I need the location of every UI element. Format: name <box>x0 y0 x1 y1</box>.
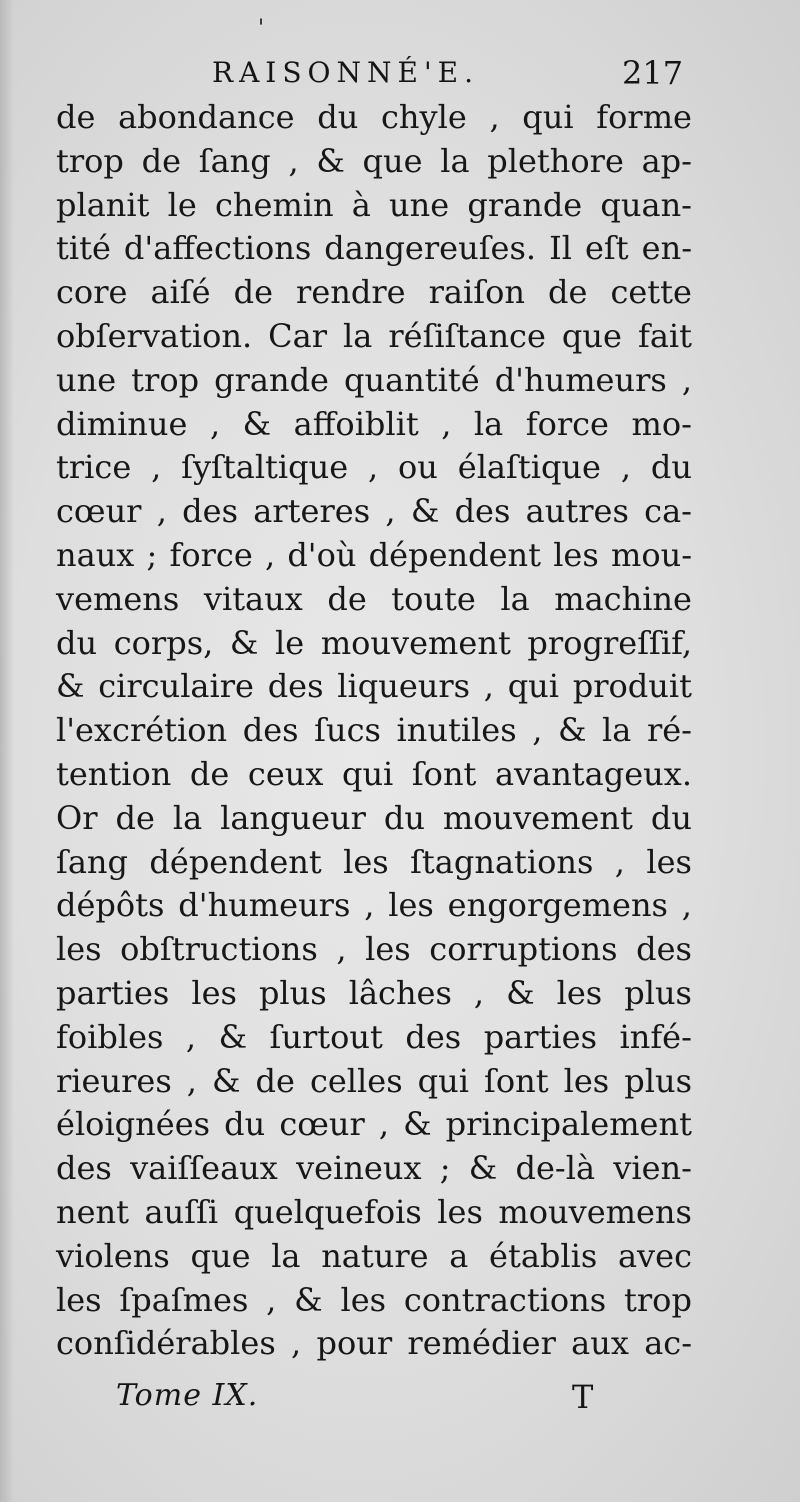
text-word: ; <box>146 535 158 574</box>
text-word: mouvemens <box>498 1192 692 1231</box>
text-word: les <box>388 886 434 925</box>
text-word: d'humeurs <box>178 886 351 925</box>
text-word: rieures <box>56 1061 172 1100</box>
text-word: & <box>242 404 272 443</box>
text-word: ou <box>398 448 438 487</box>
text-word: nature <box>321 1236 429 1275</box>
text-word: du <box>224 1105 266 1144</box>
text-word: , <box>532 711 543 750</box>
text-word: d'humeurs <box>494 360 667 399</box>
text-word: réſiſtance <box>388 316 546 355</box>
text-line <box>56 797 692 841</box>
text-word: infé- <box>619 1017 692 1056</box>
text-line <box>56 271 692 315</box>
text-word: , <box>483 667 494 706</box>
stray-mark: ' <box>258 16 265 41</box>
text-word: établis <box>489 1236 598 1275</box>
text-word: plethore <box>487 141 624 180</box>
text-word: lâches <box>348 973 452 1012</box>
text-word: vien- <box>613 1149 692 1188</box>
text-word: grande <box>214 360 329 399</box>
text-word: corps, <box>113 623 214 662</box>
text-line <box>56 1279 692 1323</box>
text-word: ac- <box>644 1324 692 1363</box>
text-word: engorgemens <box>447 886 668 925</box>
text-word: quan- <box>600 185 692 224</box>
text-word: les <box>56 1280 102 1319</box>
text-word: ré- <box>646 711 692 750</box>
text-word: des <box>454 492 511 531</box>
text-word: les <box>343 842 389 881</box>
text-word: qui <box>507 667 560 706</box>
text-word: Il <box>549 229 572 268</box>
text-word: naux <box>56 535 135 574</box>
text-word: trice <box>56 448 132 487</box>
text-word: , <box>368 448 379 487</box>
text-word: ap- <box>641 141 692 180</box>
text-word: ſtagnations <box>410 842 594 881</box>
text-word: ſont <box>484 1061 549 1100</box>
text-word: langueur <box>220 798 366 837</box>
text-line <box>56 622 692 666</box>
text-word: d'où <box>287 535 357 574</box>
text-word: grande <box>467 185 583 224</box>
text-word: cœur <box>279 1105 365 1144</box>
signature-tome: Tome IX. <box>116 1378 259 1413</box>
page-header <box>0 56 800 96</box>
text-word: tité <box>56 229 111 268</box>
text-word: de <box>547 273 588 312</box>
text-line <box>56 359 692 403</box>
text-word: des <box>267 667 324 706</box>
text-word: plus <box>258 973 327 1012</box>
text-word: les <box>56 930 102 969</box>
text-line <box>56 1103 692 1147</box>
text-word: ; <box>439 1149 451 1188</box>
text-line <box>56 1060 692 1104</box>
text-word: , <box>385 492 396 531</box>
text-word: de <box>115 798 155 837</box>
text-word: dépendent <box>149 842 322 881</box>
text-word: , <box>186 1061 197 1100</box>
text-word: & <box>506 973 535 1012</box>
text-word: , <box>378 1105 390 1144</box>
text-word: chyle <box>381 98 467 136</box>
text-word: liqueurs <box>337 667 471 706</box>
text-word: que <box>362 141 423 180</box>
text-word: qui <box>522 98 574 136</box>
text-word: du <box>650 448 692 487</box>
text-word: mouvement <box>320 623 511 662</box>
text-word: des <box>636 930 692 969</box>
text-word: du <box>650 798 692 837</box>
text-word: obſtructions <box>120 930 318 969</box>
text-word: vemens <box>56 579 180 618</box>
text-word: & <box>229 623 259 662</box>
text-word: la <box>343 316 373 355</box>
text-word: une <box>389 185 450 224</box>
text-word: rendre <box>296 273 406 312</box>
text-word: du <box>56 623 98 662</box>
text-word: la <box>440 141 470 180</box>
text-word: ſucs <box>314 711 381 750</box>
text-line <box>56 227 692 271</box>
text-word: plus <box>624 1061 692 1100</box>
text-word: force <box>169 535 253 574</box>
text-word: la <box>602 711 632 750</box>
text-word: , <box>681 886 692 925</box>
text-line <box>56 578 692 622</box>
text-word: & <box>557 711 587 750</box>
text-word: vaiſſeaux <box>130 1149 278 1188</box>
text-word: des <box>56 1149 112 1188</box>
text-line <box>56 1235 692 1279</box>
text-word: la <box>500 579 530 618</box>
text-word: , <box>489 98 500 136</box>
text-word: parties <box>483 1017 597 1056</box>
text-word: en- <box>641 229 692 268</box>
text-word: , <box>473 973 485 1012</box>
text-word: abondance <box>118 98 295 136</box>
text-word: trop <box>56 141 124 180</box>
text-word: les <box>556 973 603 1012</box>
text-word: la <box>473 404 504 443</box>
text-word: & <box>211 1061 241 1100</box>
text-word: dépendent <box>368 535 541 574</box>
text-word: du <box>383 798 425 837</box>
text-word: les <box>340 1280 387 1319</box>
text-word: de <box>255 1061 295 1100</box>
text-word: & <box>294 1280 323 1319</box>
text-word: , <box>364 886 375 925</box>
text-word: que <box>190 1236 251 1275</box>
text-word: de <box>56 98 96 136</box>
text-line <box>56 315 692 359</box>
text-word: fait <box>637 316 692 355</box>
text-word: la <box>172 798 203 837</box>
text-word: mouvement <box>442 798 633 837</box>
text-word: de <box>327 579 367 618</box>
text-word: de <box>189 754 230 793</box>
text-word: de <box>141 141 182 180</box>
text-word: Car <box>268 316 327 355</box>
text-word: qui <box>341 754 394 793</box>
text-word: violens <box>56 1236 170 1275</box>
text-word: ſyſtaltique <box>181 448 349 487</box>
text-word: progreſſif, <box>527 623 692 662</box>
text-word: force <box>525 404 609 443</box>
text-word: trop <box>624 1280 692 1319</box>
text-word: l'excrétion <box>56 711 228 750</box>
text-word: une <box>56 360 117 399</box>
text-word: vitaux <box>203 579 303 618</box>
text-word: les <box>553 535 599 574</box>
text-word: les <box>191 973 237 1012</box>
text-word: & <box>468 1149 498 1188</box>
text-word: contractions <box>403 1280 607 1319</box>
text-word: ceux <box>247 754 324 793</box>
text-word: élaſtique <box>457 448 601 487</box>
text-word: , <box>151 448 162 487</box>
text-word: , <box>681 360 692 399</box>
text-word: pour <box>316 1324 393 1363</box>
text-line <box>56 96 692 140</box>
text-word: ca- <box>644 492 692 531</box>
text-word: avec <box>617 1236 692 1275</box>
text-word: , <box>614 842 625 881</box>
body-text <box>56 96 692 1366</box>
text-word: , <box>264 535 276 574</box>
text-word: , <box>620 448 631 487</box>
text-word: trop <box>131 360 200 399</box>
text-word: arteres <box>253 492 371 531</box>
text-word: corruptions <box>429 930 618 969</box>
text-word: principalement <box>445 1105 692 1144</box>
text-word: conſidérables <box>56 1324 276 1363</box>
text-line <box>56 884 692 928</box>
text-word: le <box>167 185 197 224</box>
page-number: 217 <box>622 54 684 92</box>
text-word: aiſé <box>150 273 211 312</box>
text-word: eſt <box>584 229 629 268</box>
text-word: remédier <box>407 1324 556 1363</box>
text-word: le <box>275 623 305 662</box>
text-word: Or <box>56 798 98 837</box>
text-word: & <box>218 1017 248 1056</box>
text-word: ſpaſmes <box>119 1280 249 1319</box>
text-word: ſang <box>198 141 271 180</box>
text-word: que <box>561 316 622 355</box>
text-word: à <box>351 185 371 224</box>
text-word: des <box>242 711 299 750</box>
text-word: chemin <box>214 185 334 224</box>
text-word: les <box>563 1061 610 1100</box>
text-line <box>56 140 692 184</box>
text-word: & <box>410 492 440 531</box>
text-word: mo- <box>631 404 692 443</box>
text-word: d'affections <box>123 229 312 268</box>
text-word: les <box>437 1192 483 1231</box>
text-word: & <box>403 1105 432 1144</box>
text-word: auſſi <box>144 1192 219 1231</box>
text-word: des <box>182 492 239 531</box>
text-line <box>56 1191 692 1235</box>
text-line <box>56 403 692 447</box>
text-word: quelquefois <box>233 1192 422 1231</box>
text-word: forme <box>596 98 692 136</box>
text-line <box>56 972 692 1016</box>
text-word: qui <box>417 1061 469 1100</box>
text-word: diminue <box>56 404 188 443</box>
text-word: du <box>317 98 359 136</box>
text-word: cœur <box>56 492 142 531</box>
text-line <box>56 1147 692 1191</box>
text-word: plus <box>624 973 692 1012</box>
text-word: quantité <box>344 360 480 399</box>
text-word: , <box>288 141 299 180</box>
text-word: ſang <box>56 842 129 881</box>
text-word: tention <box>56 754 172 793</box>
text-word: raiſon <box>428 273 525 312</box>
text-word: la <box>271 1236 301 1275</box>
text-line <box>56 446 692 490</box>
text-word: obſervation. <box>56 316 253 355</box>
text-word: veineux <box>296 1149 422 1188</box>
text-word: ſurtout <box>269 1017 383 1056</box>
text-word: core <box>56 273 128 312</box>
text-word: parties <box>56 973 170 1012</box>
text-word: dangereuſes. <box>324 229 537 268</box>
text-line <box>56 534 692 578</box>
text-word: a <box>449 1236 469 1275</box>
text-word: affoiblit <box>293 404 419 443</box>
text-line <box>56 490 692 534</box>
text-line <box>56 184 692 228</box>
text-word: & <box>56 667 85 706</box>
text-word: foibles <box>56 1017 164 1056</box>
text-word: , <box>441 404 452 443</box>
text-word: avantageux. <box>494 754 692 793</box>
text-word: des <box>405 1017 462 1056</box>
text-word: ſont <box>411 754 477 793</box>
running-title: RAISONNÉ'E. <box>212 56 479 89</box>
text-word: inutiles <box>396 711 517 750</box>
text-line <box>56 709 692 753</box>
text-word: , <box>156 492 167 531</box>
text-word: & <box>316 141 345 180</box>
text-word: planit <box>56 185 150 224</box>
text-word: les <box>365 930 411 969</box>
text-word: , <box>185 1017 197 1056</box>
text-line <box>56 1322 692 1366</box>
text-word: mou- <box>610 535 692 574</box>
text-line <box>56 1016 692 1060</box>
text-word: , <box>266 1280 277 1319</box>
text-word: aux <box>571 1324 629 1363</box>
text-word: éloignées <box>56 1105 211 1144</box>
text-line <box>56 841 692 885</box>
text-word: celles <box>309 1061 403 1100</box>
text-word: machine <box>554 579 692 618</box>
text-word: produit <box>572 667 692 706</box>
text-word: les <box>646 842 692 881</box>
text-word: dépôts <box>56 886 165 925</box>
page-footer <box>0 1378 800 1418</box>
text-word: autres <box>525 492 629 531</box>
text-line <box>56 928 692 972</box>
text-word: toute <box>391 579 476 618</box>
text-line <box>56 753 692 797</box>
text-word: circulaire <box>98 667 254 706</box>
text-word: de-là <box>515 1149 596 1188</box>
signature-letter: T <box>572 1378 594 1416</box>
text-word: cette <box>610 273 692 312</box>
text-line <box>56 665 692 709</box>
text-word: nent <box>56 1192 130 1231</box>
text-word: de <box>233 273 273 312</box>
text-word: , <box>291 1324 302 1363</box>
text-word: , <box>336 930 347 969</box>
text-word: , <box>209 404 221 443</box>
